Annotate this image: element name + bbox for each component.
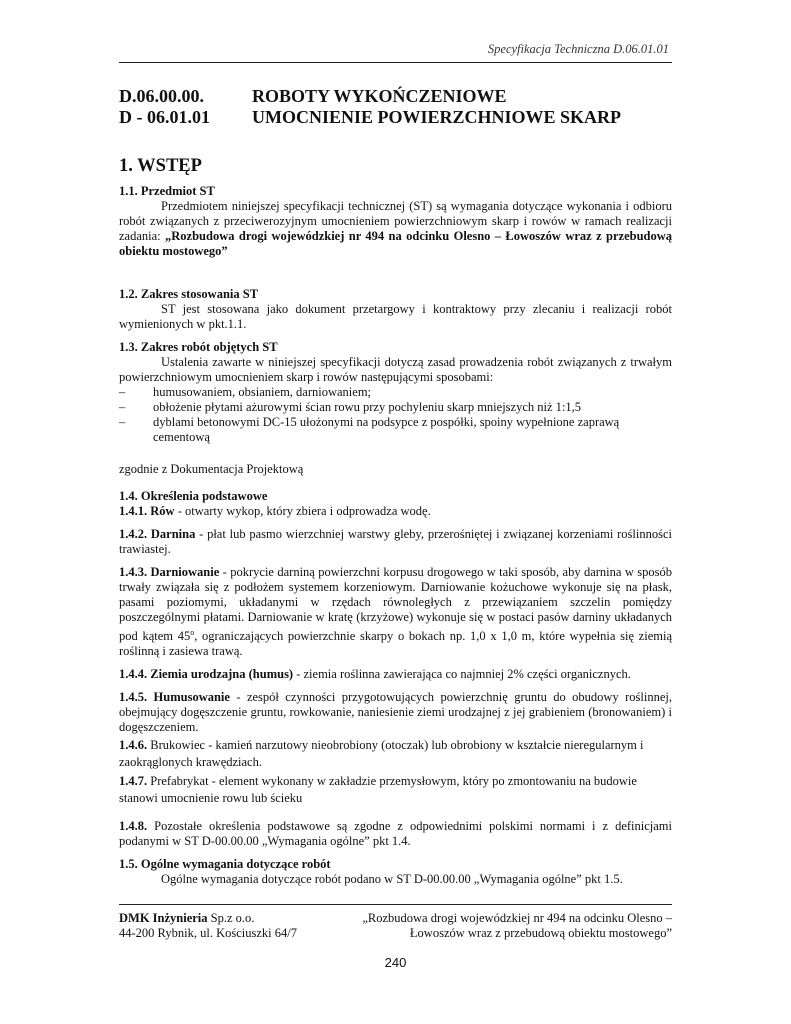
definition-text: Prefabrykat - element wykonany w zakładzie przemysłowym, który po zmontowaniu na budowie stanowi umocnienie rowu lub ścieku <box>119 774 637 806</box>
page-number: 240 <box>384 955 407 970</box>
footer-address: 44-200 Rybnik, ul. Kościuszki 64/7 <box>119 926 297 940</box>
definition-term: 1.4.2. Darnina <box>119 527 196 541</box>
paragraph-1-3-intro: Ustalenia zawarte w niniejszej specyfikacji dotyczą zasad prowadzenia robót związanych z trwałym powierzchniowym umocnieniem skarp i rowów następującymi sposobami: <box>119 355 672 384</box>
definition-text: Brukowiec - kamień narzutowy nieobrobiony (otoczak) lub obrobiony w kształcie nieregularnym i zaokrąglonych krawędziach. <box>119 738 644 770</box>
definition-text: , ograniczających powierzchnie skarpy o bokach np. 1,0 x 1,0 m, które wypełnia się ziemią roślinną i zasiewa trawą. <box>119 629 672 659</box>
heading-1-5: 1.5. Ogólne wymagania dotyczące robót <box>119 857 331 872</box>
dash-bullet: – <box>119 385 126 399</box>
dash-bullet: – <box>119 415 126 429</box>
definition-term: 1.4.4. Ziemia urodzajna (humus) <box>119 667 294 682</box>
definition-text: - ziemia roślinna zawierająca co najmniej 2% części organicznych. <box>293 667 631 682</box>
title-text-2: UMOCNIENIE POWIERZCHNIOWE SKARP <box>252 107 622 127</box>
company-name-bold: DMK Inżynieria <box>119 911 208 925</box>
footer-company <box>119 911 297 941</box>
definition-term: 1.4.5. Humusowanie <box>119 690 230 705</box>
footer-project-line-1: „Rozbudowa drogi wojewódzkiej nr 494 na odcinku Olesno – <box>362 911 672 925</box>
list-item-text: humusowaniem, obsianiem, darniowaniem; <box>153 385 372 399</box>
running-header: Specyfikacja Techniczna D.06.01.01 <box>487 42 669 56</box>
definition-text: - zespół czynności przygotowujących powierzchnię gruntu do obudowy roślinnej, obejmujący dogęszczenie gruntu, rowkowanie, naniesienie ziemi urodzajnej z jej grabieniem (bronowaniem) i dogęszczeniem. <box>119 690 673 735</box>
footer-rule <box>119 904 672 905</box>
definition-1-4-3 <box>119 565 672 659</box>
title-row-1 <box>119 86 507 107</box>
paragraph-1-1-text: Przedmiotem niniejszej specyfikacji technicznej (ST) są wymagania dotyczące wykonania i odbioru robót związanych z przeciwerozyjnym umocnieniem powierzchniowym skarp i rowów w ramach realizacji zadania: <box>119 199 672 243</box>
paragraph-1-3-after: zgodnie z Dokumentacja Projektową <box>119 462 304 476</box>
title-code-2: D - 06.01.01 <box>119 107 210 127</box>
paragraph-1-2: ST jest stosowana jako dokument przetargowy i kontraktowy przy zlecaniu i realizacji robót wymienionych w pkt.1.1. <box>119 302 672 331</box>
definition-1-4-8 <box>119 819 672 849</box>
definition-term: 1.4.6. <box>119 738 148 753</box>
paragraph-1-5: Ogólne wymagania dotyczące robót podano w ST D-00.00.00 „Wymagania ogólne” pkt 1.5. <box>161 872 623 887</box>
section-heading-1: 1. WSTĘP <box>119 156 202 176</box>
heading-1-3: 1.3. Zakres robót objętych ST <box>119 340 278 354</box>
list-item <box>119 415 672 445</box>
list-item-text: dyblami betonowymi DC-15 ułożonymi na podsypce z pospółki, spoiny wypełnione zaprawą cementową <box>153 415 620 444</box>
degree-superscript: o <box>190 628 195 637</box>
document-body <box>119 184 672 887</box>
title-code-1: D.06.00.00. <box>119 86 204 106</box>
definition-term: 1.4.7. <box>119 774 148 789</box>
dash-bullet: – <box>119 400 126 414</box>
title-row-2 <box>119 107 621 128</box>
definition-1-4-6 <box>119 737 672 771</box>
list-item-text: obłożenie płytami ażurowymi ścian rowu przy pochyleniu skarp mniejszych niż 1:1,5 <box>153 400 582 414</box>
list-item <box>119 400 672 415</box>
definition-1-4-4 <box>119 667 672 682</box>
heading-1-2: 1.2. Zakres stosowania ST <box>119 287 259 301</box>
definition-text: Pozostałe określenia podstawowe są zgodne z odpowiednimi polskimi normami i z definicjami podanymi w ST D-00.00.00 „Wymagania ogólne” pkt 1.4. <box>119 819 672 849</box>
header-rule <box>119 62 672 63</box>
definition-term: 1.4.3. Darniowanie <box>119 565 220 579</box>
definition-term: 1.4.8. <box>119 819 148 834</box>
definition-1-4-5 <box>119 690 672 735</box>
definition-text: - płat lub pasmo wierzchniej warstwy gleby, przerośniętej i związanej korzeniami roślinności trawiastej. <box>119 527 672 556</box>
company-name-rest: Sp.z o.o. <box>207 911 255 925</box>
definition-term: 1.4.1. Rów <box>119 504 175 518</box>
footer-project-line-2: Łowoszów wraz z przebudową obiektu mostowego” <box>409 926 672 940</box>
method-list <box>119 385 672 445</box>
definition-1-4-7 <box>119 773 672 807</box>
project-name-bold: „Rozbudowa drogi wojewódzkiej nr 494 na odcinku Olesno – Łowoszów wraz z przebudową obiektu mostowego” <box>119 229 672 258</box>
definition-1-4-2 <box>119 527 672 557</box>
title-text-1: ROBOTY WYKOŃCZENIOWE <box>252 86 507 106</box>
list-item <box>119 385 672 400</box>
definition-text: - pokrycie darniną powierzchni korpusu drogowego w taki sposób, aby darnina w sposób trwały związała się z podłożem systemem korzeniowym. Darniowanie kożuchowe wykonuje się na płask, pasami poziomymi, układanymi w rzędach równoległych z przewiązaniem szczelin pomiędzy poszczególnymi płatami. Darniowanie w kratę (krzyżowe) wykonuje się w postaci pasów darniny układanych pod kątem 45 <box>119 565 672 644</box>
heading-1-4: 1.4. Określenia podstawowe <box>119 489 268 503</box>
footer-company-name <box>119 911 297 926</box>
definition-1-4-1 <box>119 504 672 519</box>
heading-1-1: 1.1. Przedmiot ST <box>119 184 215 198</box>
paragraph-1-1 <box>119 199 672 259</box>
footer-project <box>362 911 672 941</box>
definition-text: - otwarty wykop, który zbiera i odprowadza wodę. <box>174 504 431 518</box>
